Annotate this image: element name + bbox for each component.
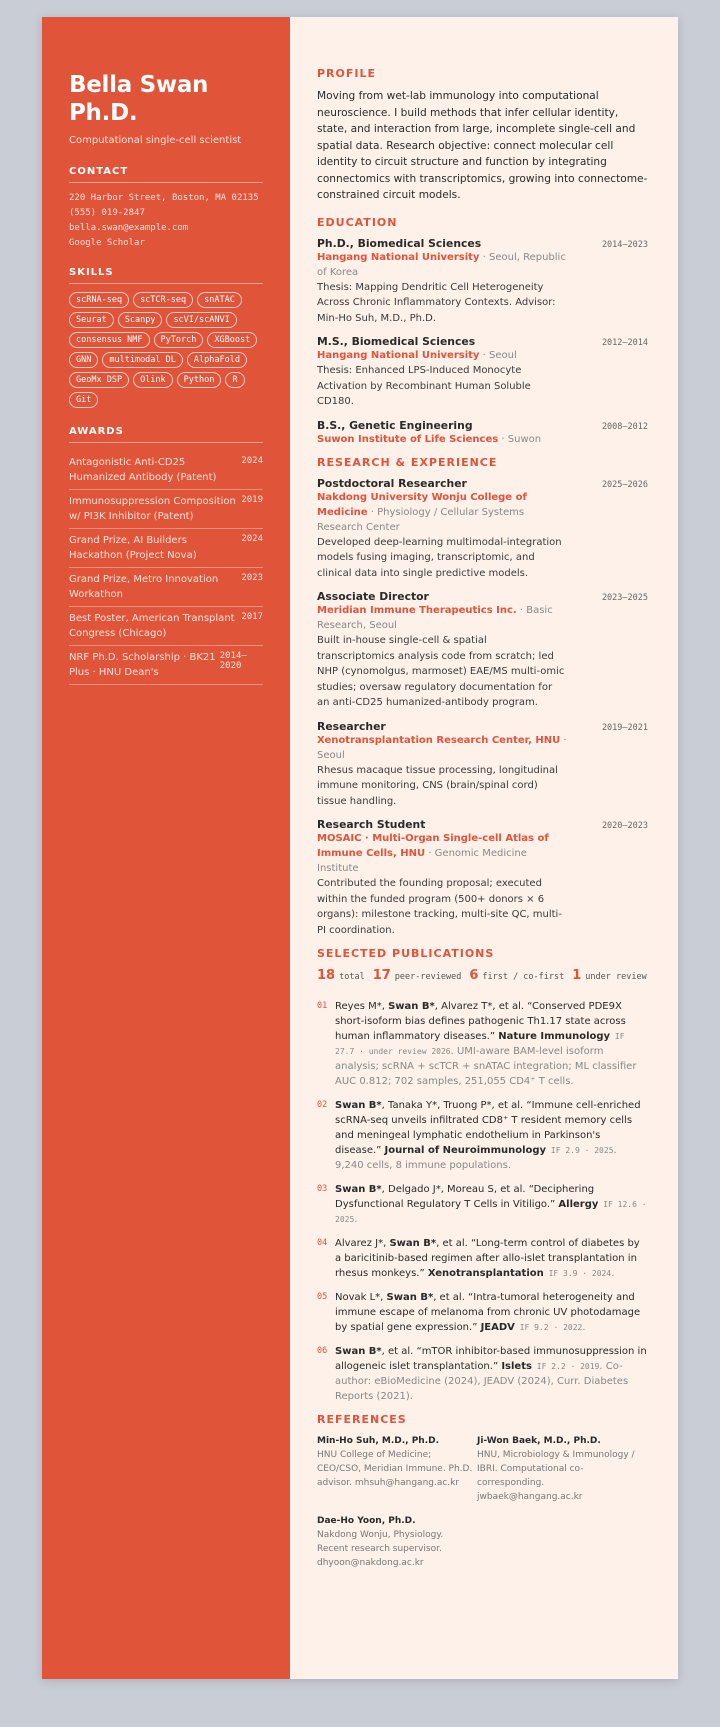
organization-location: · Suwon — [498, 433, 542, 445]
publication-number: 06 — [317, 1346, 328, 1356]
entry-years: 2025–2026 — [601, 479, 648, 490]
publication-note: . — [354, 1214, 358, 1225]
entry-years: 2014–2023 — [601, 239, 648, 250]
author-self: Swan B* — [335, 1100, 382, 1111]
entry-title: Ph.D., Biomedical Sciences — [317, 236, 482, 250]
contact-list — [69, 191, 263, 251]
publication-stats — [317, 968, 648, 991]
skill-chip: multimodal DL — [102, 352, 183, 368]
award-year: 2023 — [241, 573, 263, 583]
author-self: Swan B* — [389, 1238, 437, 1249]
organization-name: Suwon Institute of Life Sciences — [317, 433, 499, 445]
skill-chip: scRNA-seq — [69, 292, 129, 308]
organization-location: · Seoul — [317, 734, 567, 761]
publication-item — [317, 1098, 648, 1173]
award-item — [69, 646, 263, 685]
organization-location: · Physiology / Cellular Systems Research Center — [317, 506, 525, 533]
entry-title: Postdoctoral Researcher — [317, 476, 467, 490]
award-title: Grand Prize, AI Builders Hackathon (Project Nova) — [69, 535, 197, 561]
stat-label: peer-reviewed — [394, 972, 462, 982]
journal-meta: IF 3.9 · 2024 — [543, 1269, 612, 1278]
education-list — [317, 237, 648, 447]
publication-citation — [335, 1182, 648, 1227]
citation-title: , Alvarez T*, et al. “Conserved PDE9X short-isoform bias defines pathogenic Th1.17 state across human inflammatory diseases.” — [335, 1001, 626, 1042]
tagline: Computational single-cell scientist — [69, 135, 242, 146]
stat-number: 18 — [317, 968, 336, 983]
entry-organization — [317, 733, 567, 763]
skill-chip: consensus NMF — [69, 332, 150, 348]
skill-chip: Olink — [133, 372, 173, 388]
authors-before: Reyes M*, — [335, 1001, 389, 1012]
skill-chip: Git — [69, 392, 98, 408]
publication-citation — [335, 999, 648, 1089]
award-year: 2019 — [241, 495, 263, 505]
publication-number: 03 — [317, 1184, 328, 1194]
author-self: Swan B* — [335, 1184, 382, 1195]
organization-location: · Basic Research, Seoul — [317, 605, 553, 631]
skill-chip: XGBoost — [207, 332, 257, 348]
google-scholar-link[interactable]: Google Scholar — [69, 238, 145, 248]
phone: (555) 019-2847 — [69, 208, 145, 218]
award-year: 2017 — [241, 612, 263, 622]
publication-item — [317, 1236, 648, 1281]
publication-note: . Co-author: eBioMedicine (2024), JEADV (2024), Curr. Diabetes Reports (2021). — [335, 1361, 629, 1402]
award-title: Antagonistic Anti-CD25 Humanized Antibody (Patent) — [69, 457, 217, 483]
publications-heading: SELECTED PUBLICATIONS — [317, 947, 495, 960]
reference-name: Min-Ho Suh, M.D., Ph.D. — [317, 1436, 440, 1446]
stat-label: under review — [585, 972, 647, 982]
publication-note: . UMI-aware BAM-level isoform analysis; scRNA + scTCR + snATAC integration; ML classifier AUC 0.812; 702 samples, 251,055 CD4⁺ T cells. — [335, 1046, 637, 1087]
journal-name: Nature Immunology — [498, 1031, 611, 1042]
awards-list — [69, 451, 263, 685]
profile-text: Moving from wet-lab immunology into computational neuroscience. I build methods that infer cellular identity, state, and interaction from large, incomplete single-cell and spatial data. Research objective: connect molecular cell identity to circuit structure and function by integrating connectomics with transcriptomics, growing into connectome-constrained circuit models. — [317, 90, 648, 201]
citation-title: , Tanaka Y*, Truong P*, et al. “Immune cell-enriched scRNA-seq unveils infiltrated CD8⁺ T resident memory cells and meningeal lymphatic endothelium in Parkinson's disease.” — [335, 1100, 641, 1156]
citation-title: , et al. “mTOR inhibitor-based immunosuppression in allogeneic islet transplantation.” — [335, 1346, 647, 1372]
award-item — [69, 451, 263, 490]
award-year: 2024 — [241, 456, 263, 466]
sidebar — [42, 17, 290, 1679]
stat-number: 17 — [372, 968, 391, 983]
award-year: 2024 — [241, 534, 263, 544]
publication-stat — [572, 968, 646, 983]
organization-name: Hangang National University — [317, 251, 480, 263]
organization-location: · Genomic Medicine Institute — [317, 848, 527, 874]
entry-years: 2019–2021 — [601, 722, 648, 733]
skill-chip: scVI/scANVI — [166, 312, 236, 328]
entry-title: Associate Director — [317, 590, 429, 603]
entry-header — [317, 477, 648, 490]
resume-page — [42, 17, 678, 1679]
entry-description: Contributed the founding proposal; executed within the funded program (500+ donors × 6 organs): milestone tracking, multi-site QC, multi-PI coordination. — [317, 878, 562, 936]
research-heading: RESEARCH & EXPERIENCE — [317, 455, 498, 469]
entry — [317, 720, 648, 810]
entry-title: Research Student — [317, 818, 426, 831]
organization-name: Hangang National University — [317, 350, 480, 361]
entry — [317, 818, 648, 938]
entry-organization — [317, 490, 567, 535]
skill-chip: PyTorch — [154, 332, 204, 348]
entry-years: 2012–2014 — [601, 338, 648, 348]
entry-header — [317, 335, 648, 348]
publications-list — [317, 999, 648, 1404]
publication-item — [317, 999, 648, 1089]
entry-organization — [317, 831, 567, 876]
entry-description: Thesis: Enhanced LPS-Induced Monocyte Activation by Recombinant Human Soluble CD180. — [317, 365, 531, 407]
entry-description: Thesis: Mapping Dendritic Cell Heterogeneity Across Chronic Inflammatory Contexts. Advisor: Min-Ho Suh, M.D., Ph.D. — [317, 281, 556, 324]
skill-chip: snATAC — [197, 292, 242, 308]
entry-title: M.S., Biomedical Sciences — [317, 335, 476, 348]
entry — [317, 419, 648, 447]
entry-description: Built in-house single-cell & spatial transcriptomics analysis code from scratch; led NHP (cynomolgus, marmoset) EAE/MS multi-omic studies; oversaw regulatory documentation for an anti-CD25 humanized-antibody program. — [317, 635, 565, 708]
entry-description: Developed deep-learning multimodal-integration models fusing imaging, transcriptomic, and clinical data into single predictive models. — [317, 536, 562, 579]
profile-heading: PROFILE — [317, 67, 377, 80]
entry-years: 2020–2023 — [601, 821, 648, 831]
organization-name: Meridian Immune Therapeutics Inc. — [317, 605, 517, 616]
reference-item — [317, 1434, 477, 1504]
award-item — [69, 529, 263, 568]
stat-label: total — [339, 972, 365, 982]
authors-before: Novak L*, — [335, 1292, 387, 1303]
reference-details: HNU College of Medicine; CEO/CSO, Meridian Immune. Ph.D. advisor. mhsuh@hangang.ac.kr — [317, 1450, 473, 1488]
skill-chip: scTCR-seq — [133, 292, 193, 308]
journal-meta: IF 2.9 · 2025 — [546, 1146, 614, 1155]
stat-label: first / co-first — [482, 972, 565, 982]
award-item — [69, 490, 263, 529]
skills-list — [69, 292, 263, 408]
entry-years: 2023–2025 — [601, 593, 648, 603]
publication-number: 04 — [317, 1238, 328, 1248]
publication-citation — [335, 1098, 648, 1173]
entry-title: Researcher — [317, 719, 386, 733]
organization-name: MOSAIC · Multi-Organ Single-cell Atlas of Immune Cells, HNU — [317, 833, 549, 859]
organization-location: · Seoul, Republic of Korea — [317, 251, 566, 278]
education-heading: EDUCATION — [317, 215, 398, 229]
entry-header — [317, 818, 648, 831]
publication-item — [317, 1182, 648, 1227]
citation-title: , Delgado J*, Moreau S, et al. “Deciphering Dysfunctional Regulatory T Cells in Vitiligo.” — [335, 1184, 595, 1210]
publication-number: 05 — [317, 1292, 328, 1302]
email-link[interactable]: bella.swan@example.com — [69, 223, 189, 233]
journal-name: Xenotransplantation — [427, 1268, 544, 1279]
entry-years: 2008–2012 — [601, 421, 648, 432]
publication-item — [317, 1290, 648, 1335]
entry — [317, 335, 648, 410]
entry-organization — [317, 432, 567, 447]
entry — [317, 590, 648, 711]
publication-note: . — [582, 1322, 586, 1333]
organization-location: · Seoul — [479, 350, 517, 361]
citation-title: , et al. “Intra-tumoral heterogeneity and immune escape of melanoma from chronic UV photodamage by spatial gene expression.” — [335, 1292, 641, 1333]
author-self: Swan B* — [386, 1292, 434, 1303]
journal-meta: IF 27.7 · under review 2026 — [335, 1032, 625, 1056]
award-title: NRF Ph.D. Scholarship · BK21 Plus · HNU Dean's — [69, 652, 216, 678]
skill-chip: AlphaFold — [187, 352, 247, 368]
reference-name: Dae-Ho Yoon, Ph.D. — [317, 1516, 416, 1526]
reference-item — [317, 1514, 477, 1570]
references-list — [317, 1434, 648, 1580]
citation-title: , et al. “Long-term control of diabetes by a baricitinib-based regimen after allo-islet transplantation in rhesus monkeys.” — [335, 1238, 640, 1279]
authors-before: Alvarez J*, — [335, 1238, 390, 1249]
candidate-name: Bella Swan Ph.D. — [69, 72, 209, 126]
reference-item — [477, 1434, 637, 1504]
stat-number: 1 — [572, 968, 582, 983]
award-title: Immunosuppression Composition w/ PI3K Inhibitor (Patent) — [69, 496, 236, 522]
award-item — [69, 568, 263, 607]
skills-heading: SKILLS — [69, 267, 263, 284]
stat-number: 6 — [469, 968, 479, 983]
entry-description: Rhesus macaque tissue processing, longitudinal immune monitoring, CNS (brain/spinal cord) tissue handling. — [317, 764, 558, 807]
publication-citation — [335, 1236, 648, 1281]
award-year: 2014–2020 — [219, 651, 247, 671]
references-heading: REFERENCES — [317, 1413, 407, 1426]
entry-header — [317, 720, 648, 733]
journal-meta: IF 2.2 · 2019 — [531, 1362, 600, 1371]
entry — [317, 477, 648, 582]
contact-heading: CONTACT — [69, 166, 263, 183]
entry-organization — [317, 250, 567, 280]
entry-header — [317, 237, 648, 250]
publication-note: . 9,240 cells, 8 immune populations. — [335, 1145, 617, 1171]
entry-organization — [317, 603, 567, 633]
journal-name: Allergy — [558, 1199, 599, 1210]
award-item — [69, 607, 263, 646]
publication-citation — [335, 1344, 648, 1404]
skill-chip: Scanpy — [118, 312, 163, 328]
organization-name: Xenotransplantation Research Center, HNU — [317, 734, 561, 746]
organization-name: Nakdong University Wonju College of Medicine — [317, 491, 527, 518]
publication-number: 01 — [317, 1001, 328, 1011]
entry-organization — [317, 348, 567, 363]
main-content — [290, 17, 678, 1679]
journal-meta: IF 9.2 · 2022 — [514, 1323, 583, 1332]
publication-citation — [335, 1290, 648, 1335]
publication-stat — [373, 968, 462, 983]
award-title: Grand Prize, Metro Innovation Workathon — [69, 574, 219, 600]
awards-heading: AWARDS — [69, 426, 263, 443]
entry-header — [317, 419, 648, 432]
skill-chip: Python — [177, 372, 222, 388]
address: 220 Harbor Street, Boston, MA 02135 — [69, 193, 259, 203]
research-list — [317, 477, 648, 939]
publication-note: . — [611, 1268, 615, 1279]
author-self: Swan B* — [335, 1346, 382, 1357]
reference-name: Ji-Won Baek, M.D., Ph.D. — [477, 1436, 601, 1446]
skill-chip: GeoMx DSP — [69, 372, 129, 388]
publication-number: 02 — [317, 1100, 328, 1110]
reference-details: Nakdong Wonju, Physiology. Recent research supervisor. dhyoon@nakdong.ac.kr — [317, 1530, 444, 1568]
publication-stat — [469, 968, 564, 983]
skill-chip: R — [225, 372, 244, 388]
skill-chip: GNN — [69, 352, 98, 368]
journal-name: Islets — [501, 1361, 532, 1372]
journal-name: Journal of Neuroimmunology — [384, 1145, 547, 1156]
publication-stat — [317, 968, 365, 983]
award-title: Best Poster, American Transplant Congress (Chicago) — [69, 613, 235, 639]
entry-header — [317, 590, 648, 603]
journal-meta: IF 12.6 · 2025 — [335, 1200, 647, 1224]
publication-item — [317, 1344, 648, 1404]
reference-details: HNU, Microbiology & Immunology / IBRI. Computational co-corresponding. jwbaek@hangang.ac.kr — [477, 1450, 635, 1502]
entry — [317, 237, 648, 327]
journal-name: JEADV — [480, 1322, 515, 1333]
author-self: Swan B* — [388, 1001, 435, 1012]
entry-title: B.S., Genetic Engineering — [317, 418, 473, 432]
skill-chip: Seurat — [69, 312, 114, 328]
